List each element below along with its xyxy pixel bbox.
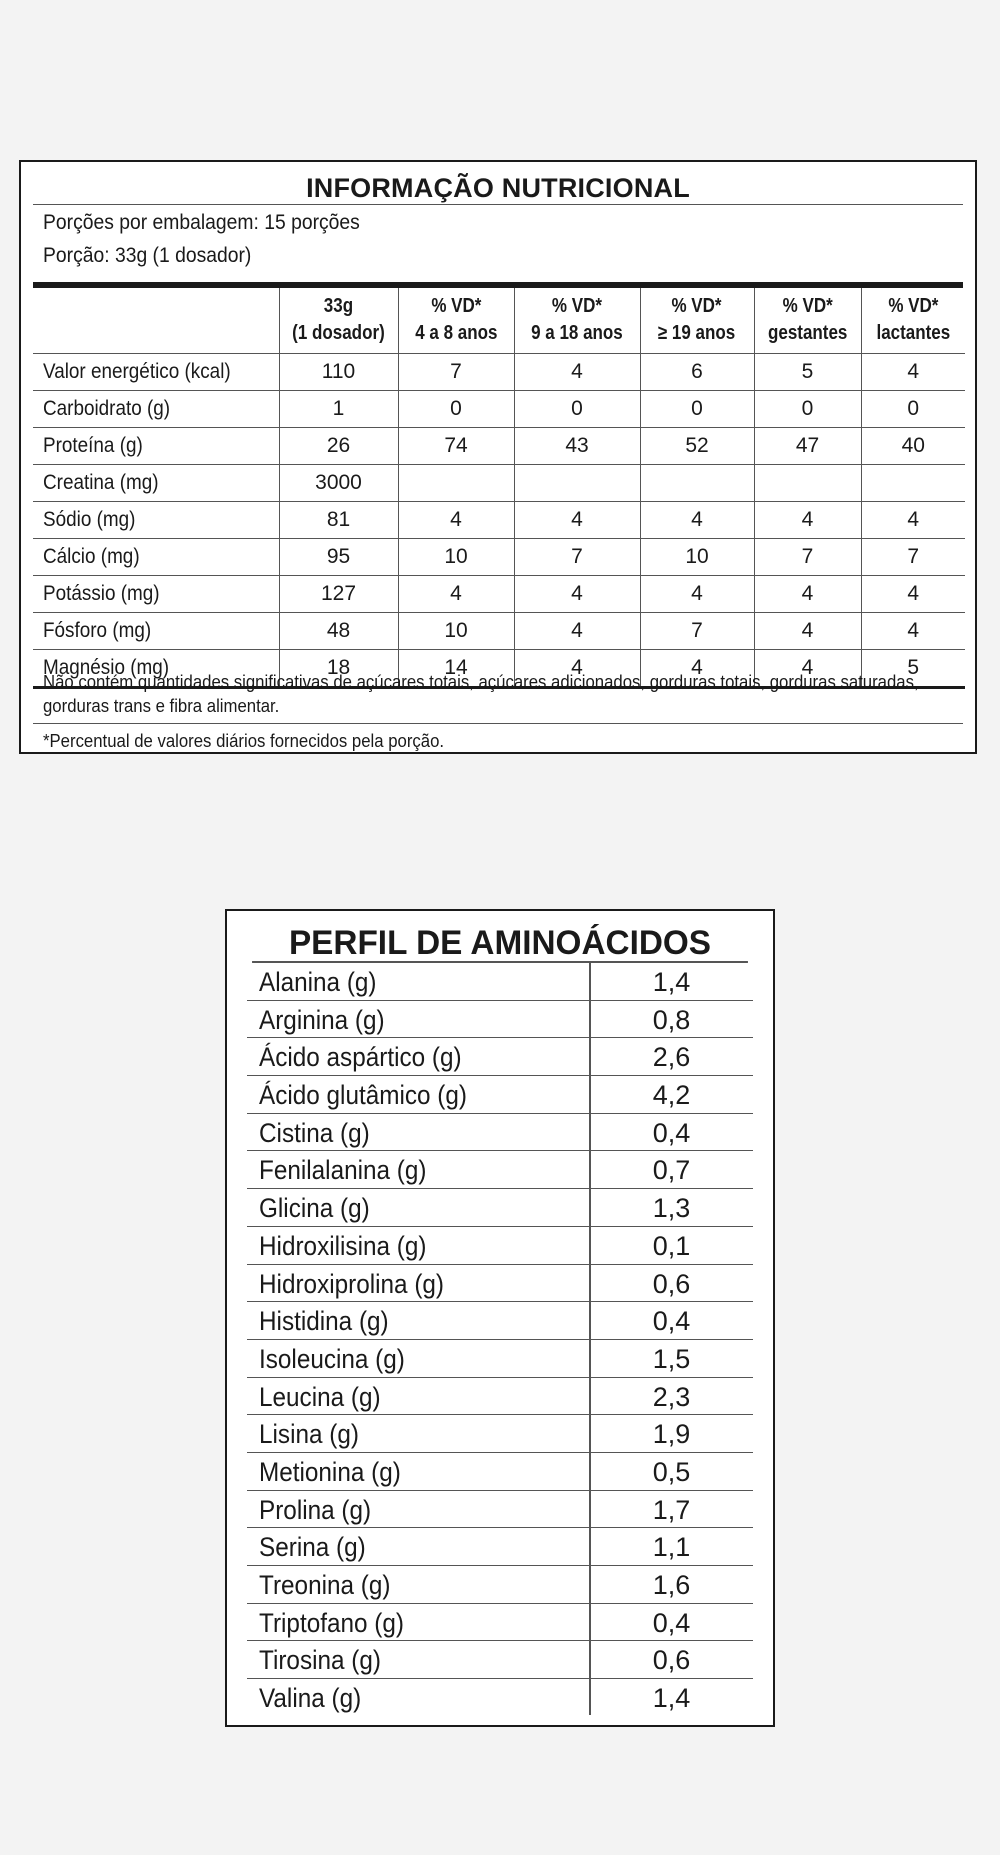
nutrient-value: 0 bbox=[861, 390, 965, 427]
amino-row bbox=[247, 1265, 753, 1303]
amino-name: Ácido glutâmico (g) bbox=[259, 1080, 467, 1111]
nutrient-value: 74 bbox=[398, 427, 514, 464]
amino-value: 1,1 bbox=[652, 1532, 691, 1563]
amino-row bbox=[247, 1491, 753, 1529]
column-header: % VD* 4 a 8 anos bbox=[398, 288, 514, 353]
amino-value: 0,4 bbox=[652, 1607, 691, 1638]
amino-name: Valina (g) bbox=[259, 1683, 362, 1714]
nutrient-value: 7 bbox=[640, 612, 754, 649]
amino-row bbox=[247, 1528, 753, 1566]
nutrition-row bbox=[33, 501, 965, 538]
nutrient-value: 10 bbox=[398, 538, 514, 575]
amino-row bbox=[247, 1189, 753, 1227]
nutrition-row bbox=[33, 353, 965, 390]
amino-row bbox=[247, 1415, 753, 1453]
nutrient-name: Creatina (mg) bbox=[33, 464, 279, 501]
nutrition-row bbox=[33, 575, 965, 612]
amino-row bbox=[247, 1302, 753, 1340]
nutrition-row bbox=[33, 612, 965, 649]
amino-name: Lisina (g) bbox=[259, 1419, 359, 1450]
amino-name: Metionina (g) bbox=[259, 1456, 401, 1487]
serving-size: Porção: 33g (1 dosador) bbox=[43, 244, 252, 267]
nutrient-value: 10 bbox=[640, 538, 754, 575]
nutrient-value: 95 bbox=[279, 538, 398, 575]
nutrient-value: 4 bbox=[754, 649, 861, 687]
nutrient-value bbox=[514, 464, 640, 501]
nutrient-name: Carboidrato (g) bbox=[33, 390, 279, 427]
column-header: % VD* lactantes bbox=[861, 288, 965, 353]
nutrient-value: 4 bbox=[514, 649, 640, 687]
amino-name: Glicina (g) bbox=[259, 1193, 370, 1224]
nutrient-value: 4 bbox=[514, 612, 640, 649]
note-divider bbox=[33, 723, 963, 724]
nutrient-value: 3000 bbox=[279, 464, 398, 501]
amino-row bbox=[247, 1001, 753, 1039]
amino-name: Hidroxilisina (g) bbox=[259, 1230, 427, 1261]
nutrient-value: 4 bbox=[640, 501, 754, 538]
amino-row bbox=[247, 1340, 753, 1378]
amino-row bbox=[247, 1038, 753, 1076]
amino-name: Isoleucina (g) bbox=[259, 1343, 405, 1374]
nutrient-name: Valor energético (kcal) bbox=[33, 353, 279, 390]
amino-name: Tirosina (g) bbox=[259, 1645, 381, 1676]
amino-value: 1,5 bbox=[652, 1343, 691, 1374]
nutrient-value: 7 bbox=[514, 538, 640, 575]
amino-row bbox=[247, 1151, 753, 1189]
nutrient-name: Sódio (mg) bbox=[33, 501, 279, 538]
amino-row bbox=[247, 1227, 753, 1265]
nutrient-value: 0 bbox=[514, 390, 640, 427]
nutrient-value: 4 bbox=[754, 612, 861, 649]
amino-row bbox=[247, 1641, 753, 1679]
amino-name: Arginina (g) bbox=[259, 1004, 385, 1035]
amino-name: Leucina (g) bbox=[259, 1381, 381, 1412]
nutrition-row bbox=[33, 427, 965, 464]
nutrient-name: Magnésio (mg) bbox=[33, 649, 279, 687]
nutrient-value: 0 bbox=[398, 390, 514, 427]
amino-row bbox=[247, 1453, 753, 1491]
nutrient-value: 127 bbox=[279, 575, 398, 612]
amino-row bbox=[247, 1604, 753, 1642]
amino-name: Treonina (g) bbox=[259, 1570, 391, 1600]
nutrient-value: 40 bbox=[861, 427, 965, 464]
amino-value: 4,2 bbox=[652, 1080, 691, 1111]
amino-name: Cistina (g) bbox=[259, 1117, 370, 1148]
amino-value: 1,4 bbox=[652, 967, 691, 997]
amino-value: 0,4 bbox=[652, 1306, 691, 1337]
nutrient-value bbox=[754, 464, 861, 501]
nutrient-value: 4 bbox=[754, 501, 861, 538]
amino-value: 0,1 bbox=[652, 1230, 691, 1261]
amino-value: 2,3 bbox=[652, 1381, 691, 1412]
nutrient-value: 110 bbox=[279, 353, 398, 390]
nutrition-title: INFORMAÇÃO NUTRICIONAL bbox=[33, 172, 963, 205]
amino-value: 0,8 bbox=[652, 1004, 691, 1035]
nutrient-value: 43 bbox=[514, 427, 640, 464]
amino-title: PERFIL DE AMINOÁCIDOS bbox=[252, 925, 748, 963]
nutrient-value: 10 bbox=[398, 612, 514, 649]
amino-value: 1,4 bbox=[652, 1683, 691, 1714]
amino-row bbox=[247, 1378, 753, 1416]
nutrition-row bbox=[33, 390, 965, 427]
nutrition-row bbox=[33, 464, 965, 501]
nutrition-table bbox=[33, 288, 965, 689]
nutrient-value: 26 bbox=[279, 427, 398, 464]
amino-value: 1,6 bbox=[652, 1570, 691, 1600]
amino-value: 1,7 bbox=[652, 1494, 691, 1525]
nutrient-value: 81 bbox=[279, 501, 398, 538]
nutrient-value: 4 bbox=[514, 353, 640, 390]
column-header: % VD* 9 a 18 anos bbox=[514, 288, 640, 353]
nutrient-value: 4 bbox=[514, 575, 640, 612]
nutrient-name: Fósforo (mg) bbox=[33, 612, 279, 649]
nutrient-name: Proteína (g) bbox=[33, 427, 279, 464]
amino-name: Alanina (g) bbox=[259, 967, 377, 997]
amino-row bbox=[247, 963, 753, 1001]
amino-name: Fenilalanina (g) bbox=[259, 1155, 427, 1186]
nutrient-value: 18 bbox=[279, 649, 398, 687]
nutrient-value: 0 bbox=[640, 390, 754, 427]
nutrient-value: 4 bbox=[640, 649, 754, 687]
nutrient-value: 4 bbox=[861, 575, 965, 612]
amino-value: 0,5 bbox=[652, 1456, 691, 1487]
column-header: 33g (1 dosador) bbox=[279, 288, 398, 353]
nutrient-value: 4 bbox=[754, 575, 861, 612]
nutrient-name: Potássio (mg) bbox=[33, 575, 279, 612]
nutrient-name: Cálcio (mg) bbox=[33, 538, 279, 575]
amino-row bbox=[247, 1566, 753, 1604]
servings-per-package: Porções por embalagem: 15 porções bbox=[43, 211, 360, 234]
nutrient-value: 48 bbox=[279, 612, 398, 649]
amino-row bbox=[247, 1076, 753, 1114]
nutrient-value: 14 bbox=[398, 649, 514, 687]
nutrient-value bbox=[398, 464, 514, 501]
nutrient-value: 1 bbox=[279, 390, 398, 427]
nutrient-value: 7 bbox=[398, 353, 514, 390]
amino-value: 1,9 bbox=[652, 1419, 691, 1450]
amino-value: 2,6 bbox=[652, 1042, 691, 1073]
nutrient-value: 4 bbox=[398, 501, 514, 538]
amino-row bbox=[247, 1679, 753, 1717]
amino-name: Prolina (g) bbox=[259, 1494, 372, 1525]
amino-table bbox=[247, 963, 753, 1717]
amino-name: Triptofano (g) bbox=[259, 1607, 404, 1638]
nutrition-facts-panel bbox=[19, 160, 977, 754]
amino-name: Serina (g) bbox=[259, 1532, 366, 1563]
nutrient-value bbox=[861, 464, 965, 501]
column-header: % VD* ≥ 19 anos bbox=[640, 288, 754, 353]
nutrient-value: 5 bbox=[861, 649, 965, 687]
nutrient-value: 4 bbox=[861, 501, 965, 538]
nutrient-column-header bbox=[33, 288, 279, 353]
nutrition-footnote: *Percentual de valores diários fornecidos pela porção. bbox=[43, 731, 445, 751]
nutrient-value: 4 bbox=[640, 575, 754, 612]
nutrient-value: 47 bbox=[754, 427, 861, 464]
nutrient-value: 0 bbox=[754, 390, 861, 427]
column-header: % VD* gestantes bbox=[754, 288, 861, 353]
nutrient-value: 4 bbox=[398, 575, 514, 612]
amino-value: 1,3 bbox=[652, 1193, 691, 1224]
amino-name: Hidroxiprolina (g) bbox=[259, 1268, 445, 1299]
amino-row bbox=[247, 1114, 753, 1152]
nutrition-note: Não contém quantidades significativas de açúcares totais, açúcares adicionados, gorduras totais, gorduras saturadas, gorduras trans e fibra alimentar. bbox=[43, 672, 919, 716]
amino-name: Ácido aspártico (g) bbox=[259, 1042, 462, 1073]
nutrition-row bbox=[33, 538, 965, 575]
amino-value: 0,7 bbox=[652, 1155, 691, 1186]
amino-value: 0,4 bbox=[652, 1117, 691, 1148]
amino-value: 0,6 bbox=[652, 1268, 691, 1299]
nutrient-value: 4 bbox=[861, 353, 965, 390]
nutrient-value: 6 bbox=[640, 353, 754, 390]
nutrient-value: 7 bbox=[861, 538, 965, 575]
nutrient-value: 7 bbox=[754, 538, 861, 575]
amino-acid-profile-panel bbox=[225, 909, 775, 1727]
nutrient-value: 4 bbox=[861, 612, 965, 649]
nutrition-header-row bbox=[33, 288, 965, 353]
amino-value: 0,6 bbox=[652, 1645, 691, 1676]
nutrient-value: 4 bbox=[514, 501, 640, 538]
nutrient-value: 52 bbox=[640, 427, 754, 464]
nutrient-value bbox=[640, 464, 754, 501]
amino-name: Histidina (g) bbox=[259, 1306, 389, 1337]
nutrient-value: 5 bbox=[754, 353, 861, 390]
